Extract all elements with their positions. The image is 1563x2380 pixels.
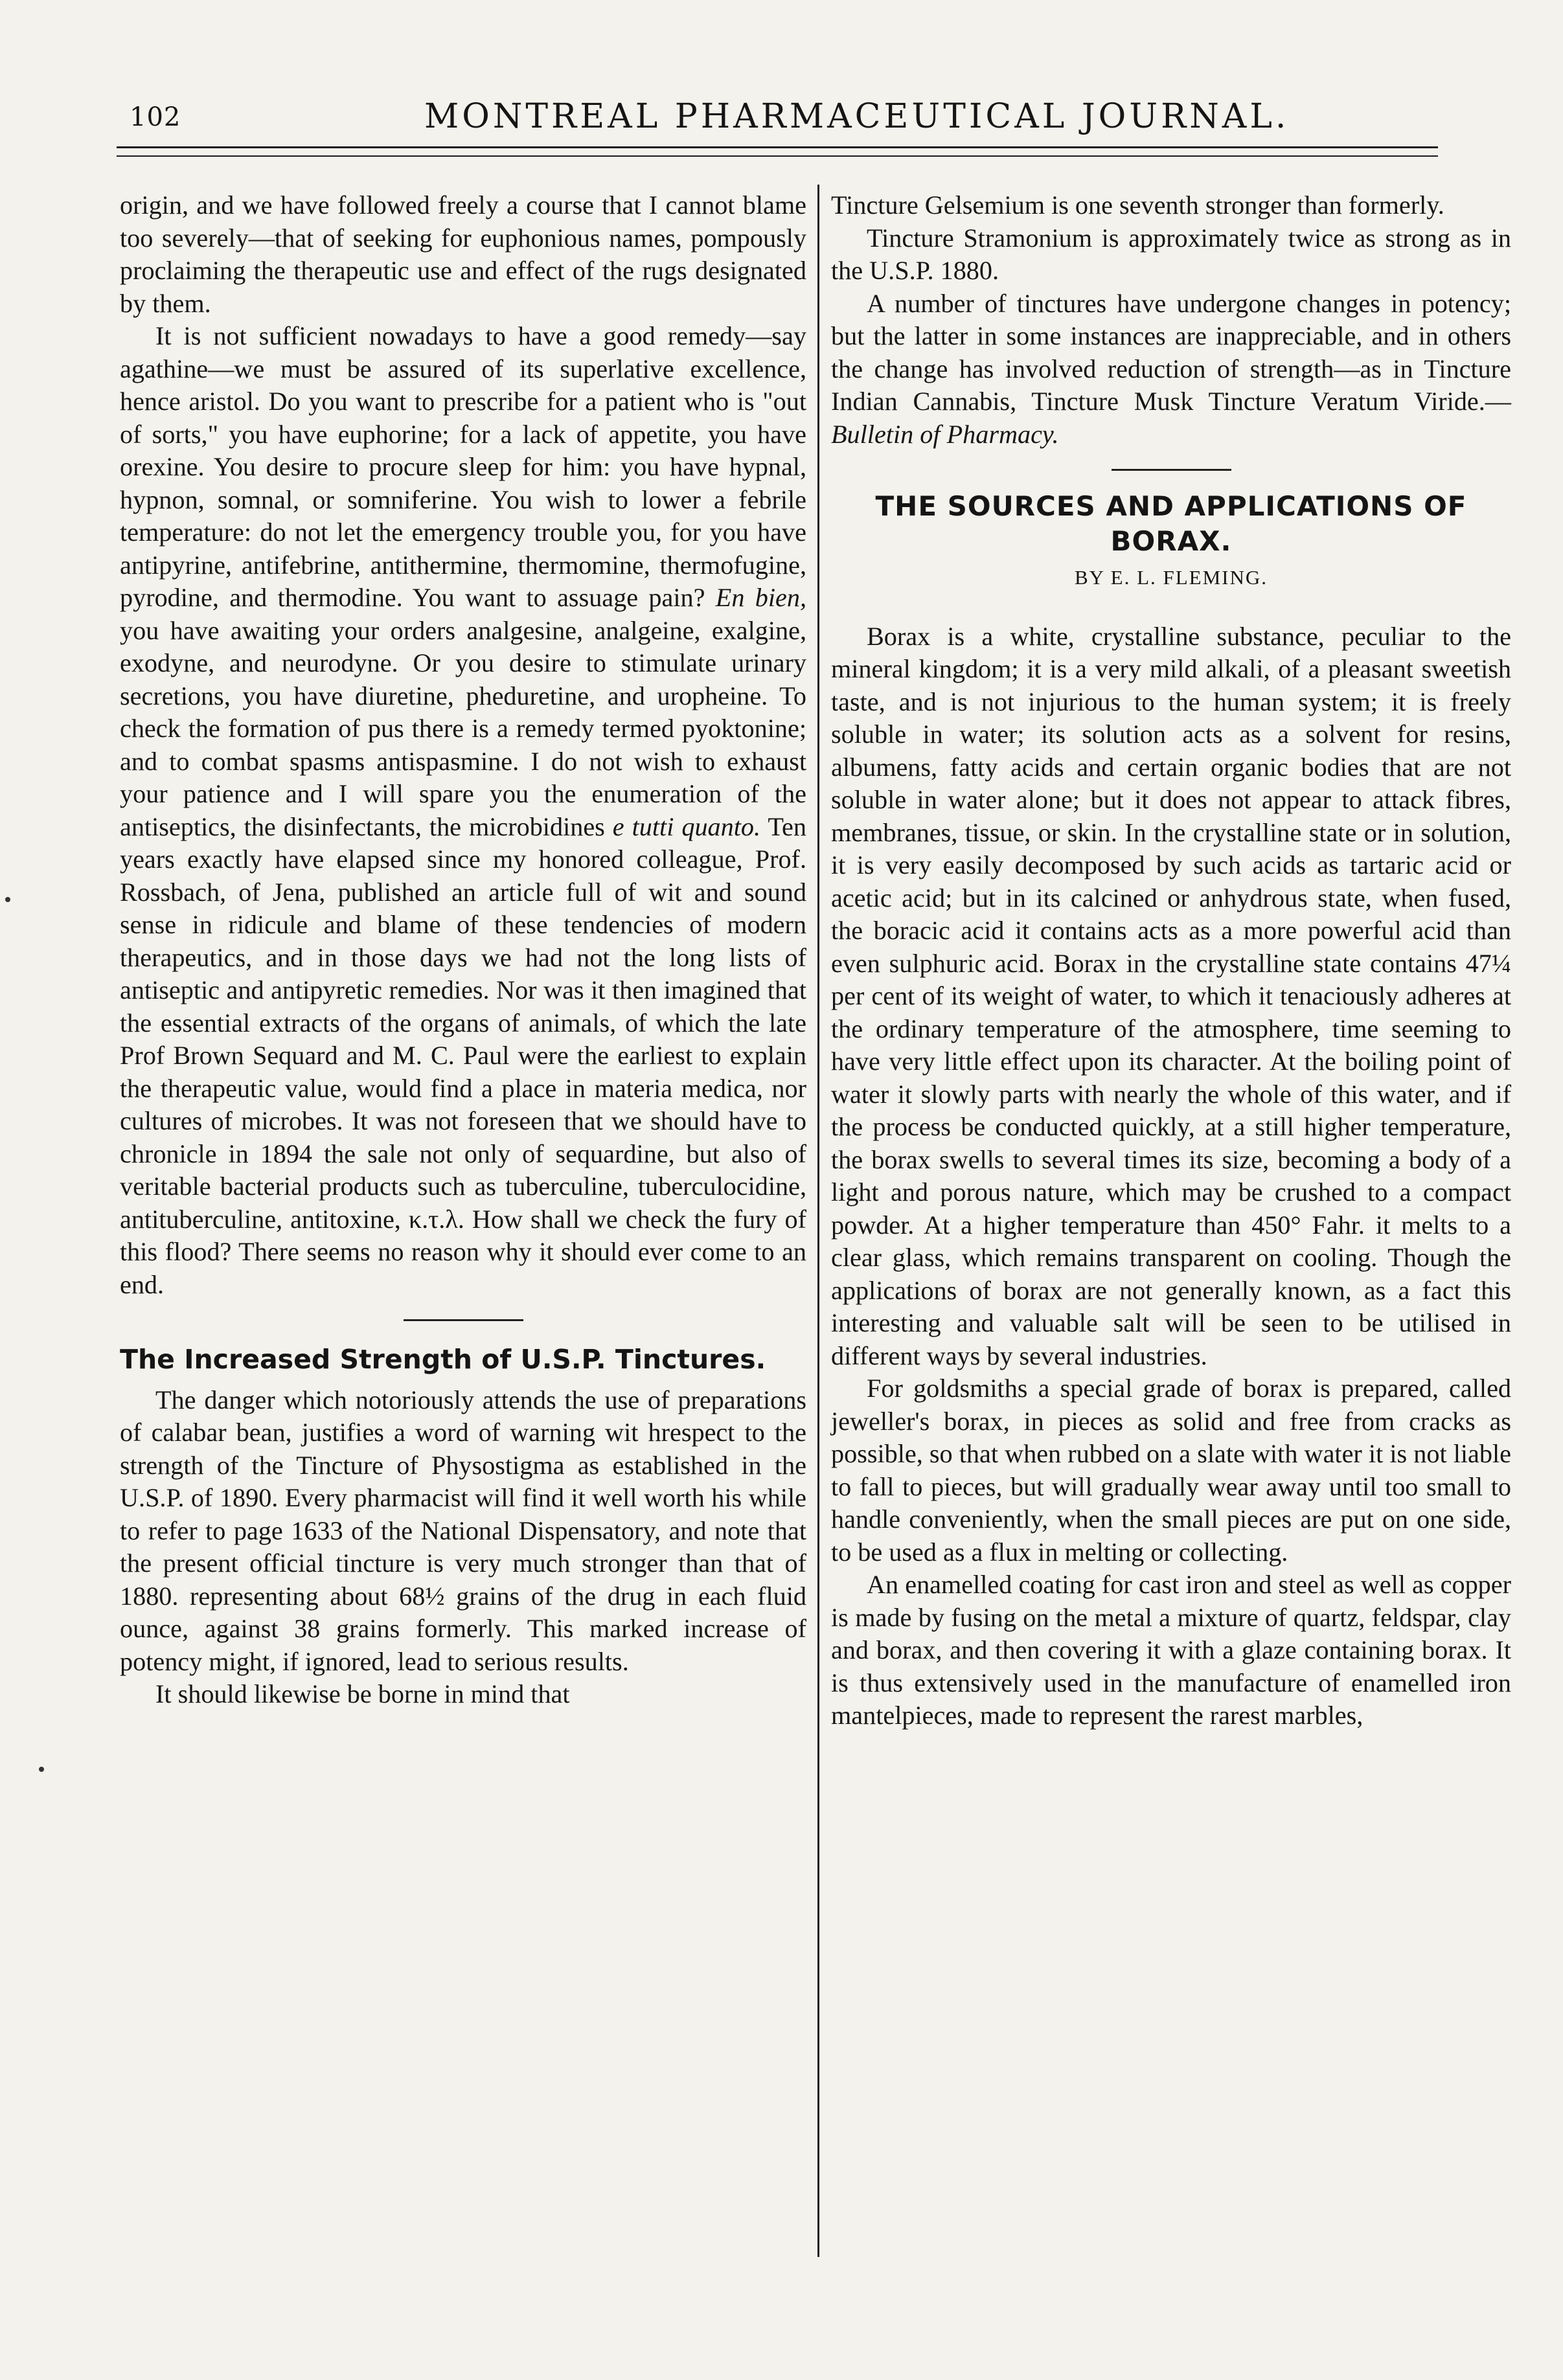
italic-text: En bien, — [715, 583, 806, 612]
paragraph — [831, 288, 1511, 451]
paragraph: Tincture Stramonium is approximately twice as strong as in the U.S.P. 1880. — [831, 223, 1511, 285]
section-separator — [404, 1319, 523, 1321]
journal-title: MONTREAL PHARMACEUTICAL JOURNAL. — [424, 97, 1290, 136]
margin-mark — [39, 1767, 44, 1772]
paragraph: For goldsmiths a special grade of borax is prepared, called jeweller's borax, in pieces as solid and free from cracks as possible, so that when rubbed on a slate with water it is not liable to fall to pieces, but will gradually wear away until too small to handle conveniently, when the small pieces are put on one side, to be used as a flux in melting or collecting. — [831, 1374, 1511, 1567]
paragraph: origin, and we have followed freely a course that I cannot blame too severely—that of seeking for euphonious names, pompously proclaiming the therapeutic use and effect of the rugs designated by them. — [120, 190, 806, 318]
section-separator — [1112, 469, 1231, 471]
italic-citation: Bulletin of Pharmacy. — [831, 419, 1059, 449]
page-header — [120, 91, 1435, 142]
page-number: 102 — [130, 102, 181, 132]
text-run: you have awaiting your orders analgesine, analgeine, exalgine, exodyne, and neurodyne. Or you desire to stimulate urinary secretions, you have diuretine, pheduretine, and uropheine. To check the formation of pus there is a remedy termed pyoktonine; and to combat spasms antispasmine. I do not wish to exhaust your patience and I will spare you the enumeration of the antiseptics, the disinfectants, the microbidines — [120, 615, 806, 841]
paragraph: Tincture Gelsemium is one seventh stronger than formerly. — [831, 190, 1444, 220]
column-divider — [817, 185, 819, 2257]
header-rule-top — [117, 146, 1438, 148]
right-column — [831, 189, 1511, 1732]
paragraph: Borax is a white, crystalline substance, peculiar to the mineral kingdom; it is a very mild alkali, of a pleasant sweetish taste, and is not injurious to the human system; it is freely soluble in water; its solution acts as a solvent for resins, albumens, fatty acids and certain organic bodies that are not soluble in water alone; but it does not appear to attack fibres, membranes, tissue, or skin. In the crystalline state or in solution, it is very easily decomposed by such acids as tartaric acid or acetic acid; but in its calcined or anhydrous state, when fused, the boracic acid it contains acts as a more powerful acid than even sulphuric acid. Borax in the crystalline state contains 47¼ per cent of its weight of water, to which it tenaciously adheres at the ordinary temperature of the atmosphere, time seeming to have very little effect upon its character. At the boiling point of water it slowly parts with nearly the whole of this water, and if the process be conducted quickly, at a still higher temperature, the borax swells to several times its size, becoming a body of a light and porous nature, which may be crushed to a compact powder. At a higher temperature than 450° Fahr. it melts to a clear glass, which remains transparent on cooling. Though the applications of borax are not generally known, as a fact this interesting and valuable salt will be seen to be utilised in different ways by several industries. — [831, 621, 1511, 1370]
article-title: THE SOURCES AND APPLICATIONS OF BORAX. — [875, 490, 1467, 557]
margin-mark — [5, 897, 10, 902]
paragraph: The danger which notoriously attends the use of preparations of calabar bean, justifies a word of warning wit hrespect to the strength of the Tincture of Physostigma as established in the U.S.P. of 1890. Every pharmacist will find it well worth his while to refer to page 1633 of the National Dispensatory, and note that the present official tincture is very much stronger than that of 1880. representing about 68½ grains of the drug in each fluid ounce, against 38 grains formerly. This marked increase of potency might, if ignored, lead to serious results. — [120, 1385, 806, 1676]
section-title: The Increased Strength of U.S.P. Tinctures. — [120, 1344, 766, 1375]
header-rule-bottom — [117, 155, 1438, 157]
text-run: It is not sufficient nowadays to have a good remedy—say agathine—we must be assured of its superlative excellence, hence aristol. Do you want to prescribe for a patient who is "out of sorts," you have euphorine; for a lack of appetite, you have orexine. You desire to procure sleep for him: you have hypnal, hypnon, somnal, or somniferine. You wish to lower a febrile temperature: do not let the emergency trouble you, for you have antipyrine, antifebrine, antithermine, thermomine, thermofugine, pyrodine, and thermodine. You want to assuage pain? — [120, 321, 806, 612]
byline: BY E. L. FLEMING. — [1074, 566, 1268, 589]
text-run: Ten years exactly have elapsed since my honored colleague, Prof. Rossbach, of Jena, published an article full of wit and sound sense in ridicule and blame of these tendencies of modern therapeutics, and in those days we had not the long lists of antiseptic and antipyretic remedies. Nor was it then imagined that the essential extracts of the organs of animals, of which the late Prof Brown Sequard and M. C. Paul were the earliest to explain the therapeutic value, would find a place in materia medica, nor cultures of microbes. It was not foreseen that we should have to chronicle in 1894 the sale not only of sequardine, but also of veritable bacterial products such as tuberculine, tuberculocidine, antituberculine, antitoxine, κ.τ.λ. How shall we check the fury of this flood? There seems no reason why it should ever come to an end. — [120, 811, 806, 1299]
left-column — [120, 189, 806, 1711]
paragraph: It should likewise be borne in mind that — [155, 1679, 570, 1708]
text-run: A number of tinctures have undergone changes in potency; but the latter in some instances are inappreciable, and in others the change has involved reduction of strength—as in Tincture Indian Cannabis, Tincture Musk Tincture Veratum Viride.— — [831, 288, 1511, 416]
italic-text: e tutti quanto. — [612, 811, 761, 841]
paragraph: An enamelled coating for cast iron and steel as well as copper is made by fusing on the metal a mixture of quartz, feldspar, clay and borax, and then covering it with a glaze containing borax. It is thus extensively used in the manufacture of enamelled iron mantelpieces, made to represent the rarest marbles, — [831, 1570, 1511, 1730]
paragraph — [120, 320, 806, 1301]
